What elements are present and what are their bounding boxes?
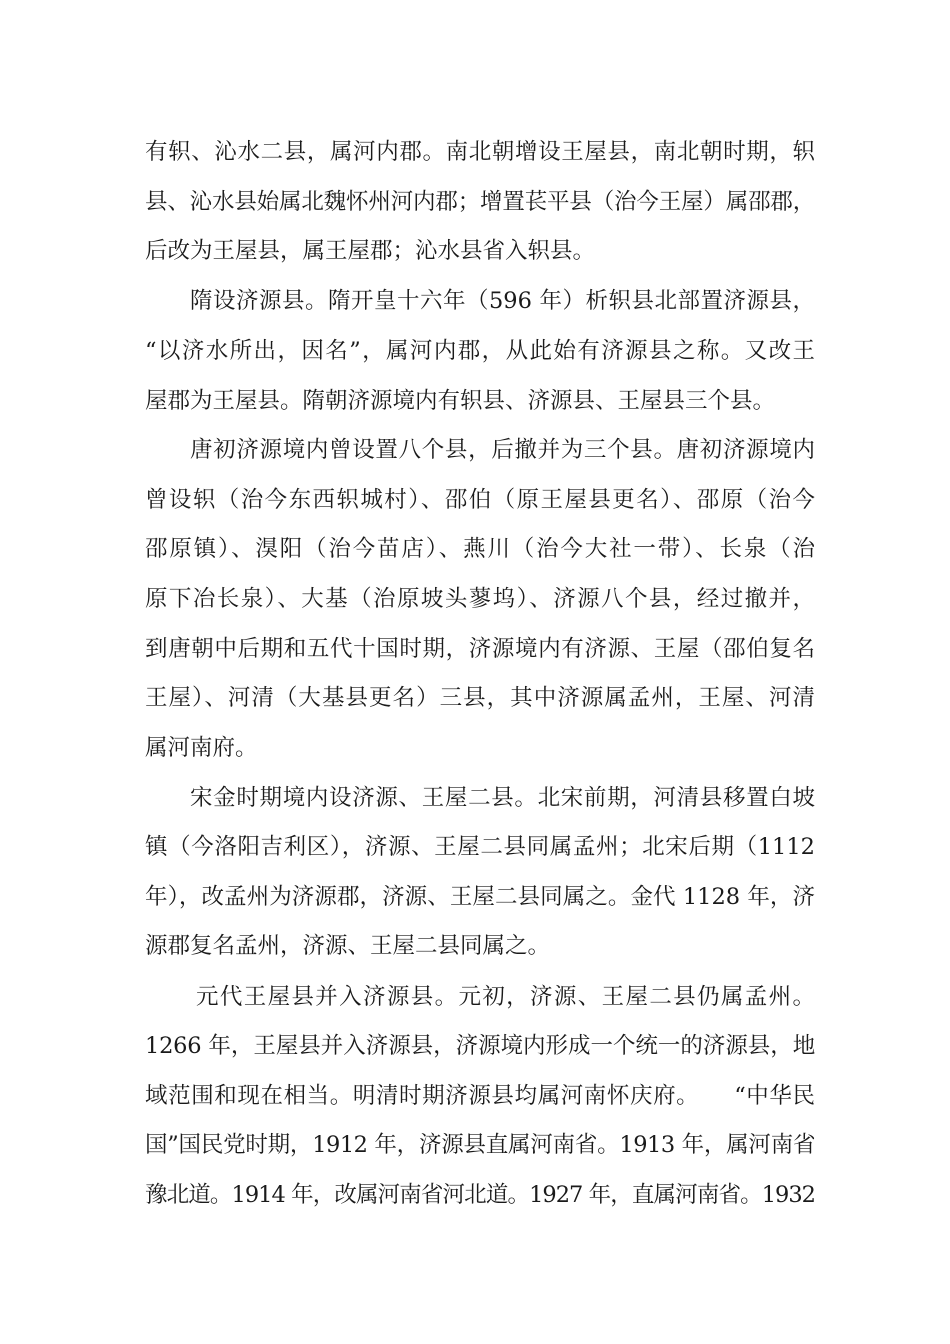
text-line: 曾设轵（治今东西轵城村）、邵伯（原王屋县更名）、邵原（治今 [145,487,815,513]
text-line: 源郡复名孟州，济源、王屋二县同属之。 [145,933,551,959]
text-line: 镇（今洛阳吉利区），济源、王屋二县同属孟州；北宋后期（1112 [145,834,815,860]
text-line: 域范围和现在相当。明清时期济源县均属河南怀庆府。 “中华民 [145,1083,815,1109]
text-line: 王屋）、河清（大基县更名）三县，其中济源属孟州，王屋、河清 [145,685,815,711]
text-line: 唐初济源境内曾设置八个县，后撤并为三个县。唐初济源境内 [190,437,815,463]
text-line: 属河南府。 [145,735,258,761]
text-line: 屋郡为王屋县。隋朝济源境内有轵县、济源县、王屋县三个县。 [145,388,776,414]
text-line: 到唐朝中后期和五代十国时期，济源境内有济源、王屋（邵伯复名 [145,636,815,662]
text-line: 隋设济源县。隋开皇十六年（596 年）析轵县北部置济源县， [190,288,815,314]
text-line: 豫北道。1914 年，改属河南省河北道。1927 年，直属河南省。1932 [145,1182,815,1208]
text-line: 1266 年，王屋县并入济源县，济源境内形成一个统一的济源县，地 [145,1033,815,1059]
text-line: 宋金时期境内设济源、王屋二县。北宋前期，河清县移置白坡 [190,785,815,811]
text-line: 邵原镇）、湨阳（治今苗店）、燕川（治今大社一带）、长泉（治 [145,536,815,562]
text-line: “以济水所出，因名”，属河内郡，从此始有济源县之称。又改王 [145,338,815,364]
text-line: 有轵、沁水二县，属河内郡。南北朝增设王屋县，南北朝时期，轵 [145,139,815,165]
text-line: 原下冶长泉）、大基（治原坡头蓼坞）、济源八个县，经过撤并， [145,586,815,612]
text-line: 元代王屋县并入济源县。元初，济源、王屋二县仍属孟州。 [196,984,815,1010]
text-line: 国”国民党时期，1912 年，济源县直属河南省。1913 年，属河南省 [145,1132,815,1158]
text-line: 年），改孟州为济源郡，济源、王屋二县同属之。金代 1128 年，济 [145,884,815,910]
text-line: 后改为王屋县，属王屋郡；沁水县省入轵县。 [145,238,596,264]
text-line: 县、沁水县始属北魏怀州河内郡；增置苌平县（治今王屋）属邵郡， [145,189,815,215]
